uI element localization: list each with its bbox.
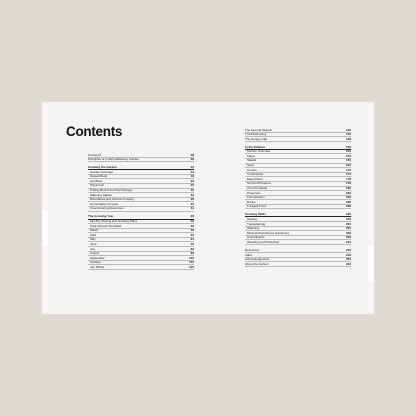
toc-entry-label: Condiments xyxy=(247,173,264,177)
toc-entry-page: 32 xyxy=(190,192,194,197)
toc-entry-label: Foraged Food xyxy=(247,205,266,209)
toc-entry-label: June xyxy=(90,242,97,246)
page-edge-left xyxy=(42,210,48,246)
page-title: Contents xyxy=(66,124,123,139)
toc-entry-label: July xyxy=(90,247,96,251)
toc-entry-page: 80 xyxy=(190,246,194,251)
toc-entry-label: Troubleshooting xyxy=(245,133,267,137)
toc-entry-label: August xyxy=(90,252,100,256)
toc-entry-label: Weeding and Protecting xyxy=(247,240,279,244)
toc-entry-label: Fermentation xyxy=(247,196,265,200)
toc-entry-label: Drinks xyxy=(247,200,256,204)
toc-entry-label: Kitchen Overview xyxy=(247,150,271,154)
toc-entry-label: September xyxy=(90,256,105,260)
toc-entry-page: 100 xyxy=(188,255,194,260)
toc-entry-page: 70 xyxy=(190,241,194,246)
toc-entry-page: 110 xyxy=(189,260,194,265)
toc-entry-label: Total Harvest Timetable xyxy=(90,224,122,228)
toc-entry-page: 212 xyxy=(345,239,351,244)
toc-entry-label: Garden Overview xyxy=(90,170,114,174)
toc-entry-page: 44 xyxy=(190,206,194,211)
toc-right-column xyxy=(245,128,351,267)
toc-entry-page: 208 xyxy=(345,235,351,240)
toc-entry-page: 148 xyxy=(345,136,351,141)
toc-entry-page: 170 xyxy=(345,167,351,172)
toc-entry-label: Potting Bench and Tool Storage xyxy=(90,189,133,193)
toc-entry-page: 36 xyxy=(190,197,194,202)
toc-left-column xyxy=(88,153,194,270)
toc-entry-page: 90 xyxy=(190,251,194,256)
toc-entry-label: Boundaries and Vertical Growing xyxy=(90,198,134,202)
toc-entry-label: Acknowledgments xyxy=(245,258,270,262)
toc-entry-page: 64 xyxy=(190,237,194,242)
toc-entry-page: 26 xyxy=(190,183,194,188)
toc-entry-page: 176 xyxy=(345,176,351,181)
toc-entry-label: Resources xyxy=(245,248,260,252)
toc-entry-page: 52 xyxy=(190,223,194,228)
toc-entry-label: Growing Skills xyxy=(245,213,266,217)
toc-entry-label: Curries xyxy=(247,168,257,172)
toc-entry-page: 174 xyxy=(345,172,351,177)
toc-entry-label: Minimal Disturbance Gardening xyxy=(247,231,290,235)
toc-entry-label: The Second Season xyxy=(245,128,273,132)
toc-entry-label: Foreword xyxy=(88,153,101,157)
toc-entry-page: 200 xyxy=(345,221,351,226)
toc-entry-page: 206 xyxy=(345,230,351,235)
toc-entry-label: Index xyxy=(245,253,253,257)
toc-entry-label: Into Winter xyxy=(90,265,105,269)
toc-entry-page: 186 xyxy=(345,199,351,204)
toc-entry-page: 184 xyxy=(345,195,351,200)
toc-entry-page: 40 xyxy=(190,201,194,206)
toc-entry-page: 09 xyxy=(190,157,194,162)
toc-entry-page: 192 xyxy=(345,216,351,221)
toc-entry-label: Hot Beds xyxy=(90,179,103,183)
toc-entry-page: 12 xyxy=(190,165,194,170)
toc-entry-label: Sowing xyxy=(247,217,257,221)
toc-entry-label: Monthly Sowing and Growing Plans xyxy=(90,220,138,223)
toc-entry-label: Preserves xyxy=(247,191,261,195)
toc-entry-label: The Growing Year xyxy=(88,215,114,219)
toc-entry-label: April xyxy=(90,233,97,237)
toc-entry-page: 188 xyxy=(345,204,351,209)
toc-entry-label: Overwintering Resources xyxy=(90,207,124,211)
toc-entry-page: 30 xyxy=(190,188,194,193)
toc-entry[interactable] xyxy=(88,265,194,270)
toc-entry-page: 178 xyxy=(345,181,351,186)
toc-entry-label: Polytunnel xyxy=(90,184,105,188)
toc-entry-page: 08 xyxy=(190,152,194,157)
toc-entry-page: 152 xyxy=(345,149,351,154)
toc-entry-page: 216 xyxy=(345,247,351,252)
toc-entry-page: 223 xyxy=(345,261,351,266)
toc-entry-page: 120 xyxy=(188,264,194,269)
toc-entry-label: Transplanting xyxy=(247,222,266,226)
toc-entry-label: Watering xyxy=(247,227,259,231)
toc-entry-label: Easy Pastry xyxy=(247,177,264,181)
toc-entry-label: Sir-Fried Preserve xyxy=(247,182,272,186)
toc-entry[interactable] xyxy=(245,262,351,267)
toc-entry-label: Creating the Garden xyxy=(88,166,117,170)
toc-entry-label: Soup xyxy=(247,164,255,168)
toc-entry-label: Watering Station xyxy=(90,193,113,197)
toc-entry-page: 22 xyxy=(190,178,194,183)
toc-entry-page: 164 xyxy=(345,163,351,168)
toc-entry-label: March xyxy=(90,229,99,233)
toc-entry-page: 56 xyxy=(190,228,194,233)
toc-entry-page: 204 xyxy=(345,226,351,231)
toc-entry-page: 190 xyxy=(345,212,351,217)
toc-entry-page: 218 xyxy=(345,252,351,257)
toc-entry-label: Principles of a Self-Sufficiency Garden xyxy=(88,158,140,162)
toc-entry-page: 160 xyxy=(345,158,351,163)
page-edge-right xyxy=(368,245,374,281)
toc-entry-page: 14 xyxy=(190,169,194,174)
toc-entry-page: 150 xyxy=(345,144,351,149)
toc-entry-page: 48 xyxy=(190,214,194,219)
toc-entry-label: In the Kitchen xyxy=(245,145,265,149)
toc-entry-page: 182 xyxy=(345,190,351,195)
toc-entry-page: 130 xyxy=(345,127,351,132)
toc-entry-label: Salads xyxy=(247,159,257,163)
toc-entry-page: 18 xyxy=(190,174,194,179)
toc-entry-label: The Hungry Gap xyxy=(245,137,268,141)
toc-entry-label: One-Pot Meals xyxy=(247,187,268,191)
toc-entry-label: Homemade Compost xyxy=(90,202,119,206)
toc-entry-label: About the Authors xyxy=(245,262,269,266)
toc-entry-label: May xyxy=(90,238,96,242)
toc-entry-label: October xyxy=(90,261,101,265)
toc-entry-page: 222 xyxy=(345,257,351,262)
toc-entry-page: 60 xyxy=(190,232,194,237)
toc-entry-label: Raised Beds xyxy=(90,175,108,179)
toc-entry-page: 180 xyxy=(345,186,351,191)
toc-entry-label: Amendments xyxy=(247,236,265,240)
toc-entry-page: 140 xyxy=(345,132,351,137)
toc-entry-page: 50 xyxy=(190,219,194,223)
toc-entry-page: 154 xyxy=(345,153,351,158)
toc-entry-label: Flavor xyxy=(247,154,256,158)
